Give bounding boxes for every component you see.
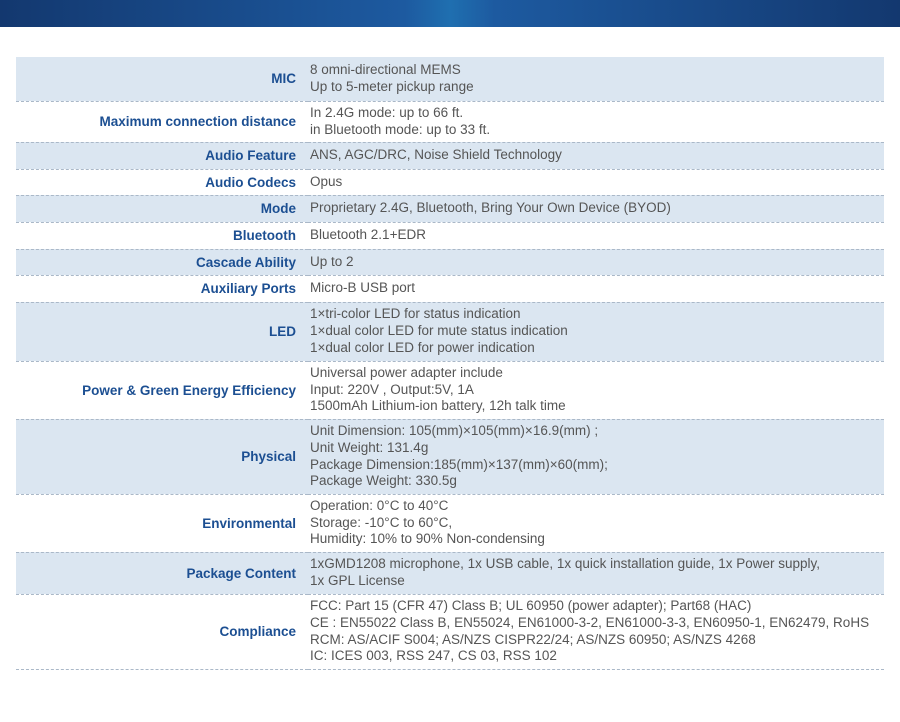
spec-value-line: Storage: -10°C to 60°C,	[310, 514, 453, 530]
spec-label: Power & Green Energy Efficiency	[82, 382, 296, 398]
spec-value-line: 1xGMD1208 microphone, 1x USB cable, 1x quick installation guide, 1x Power supply,	[310, 556, 821, 572]
spec-label: Package Content	[186, 565, 296, 581]
spec-value	[308, 101, 884, 142]
spec-row-environmental	[16, 494, 884, 552]
spec-row-power	[16, 361, 884, 419]
spec-row-audio-codecs	[16, 169, 884, 195]
spec-value-line: 1×dual color LED for mute status indication	[310, 323, 568, 339]
top-banner	[0, 0, 900, 27]
spec-label: MIC	[271, 71, 296, 87]
spec-value-line: IC: ICES 003, RSS 247, CS 03, RSS 102	[310, 648, 557, 664]
spec-value-line: Package Weight: 330.5g	[310, 473, 457, 489]
spec-row-bluetooth	[16, 222, 884, 249]
spec-value	[308, 419, 884, 494]
spec-value-line: Micro-B USB port	[310, 280, 416, 296]
spec-label: Audio Codecs	[205, 174, 296, 190]
spec-label: Bluetooth	[233, 228, 296, 243]
spec-value-line: Humidity: 10% to 90% Non-condensing	[310, 531, 545, 547]
spec-label: LED	[269, 324, 296, 339]
spec-value-line: 1×tri-color LED for status indication	[310, 306, 521, 322]
spec-value	[308, 142, 884, 169]
spec-row-audio-feature	[16, 142, 884, 169]
spec-value-line: Universal power adapter include	[310, 364, 503, 380]
spec-table	[16, 57, 884, 670]
spec-value	[308, 57, 884, 101]
spec-value-line: Proprietary 2.4G, Bluetooth, Bring Your Own Device (BYOD)	[310, 200, 671, 216]
spec-label: Compliance	[219, 624, 296, 639]
spec-value	[308, 195, 884, 222]
spec-value-line: Input: 220V , Output:5V, 1A	[310, 381, 474, 397]
spec-value-line: Unit Dimension: 105(mm)×105(mm)×16.9(mm) ;	[310, 422, 599, 438]
spec-value	[308, 302, 884, 361]
spec-row-physical	[16, 419, 884, 494]
spec-value	[308, 361, 884, 419]
spec-value	[308, 169, 884, 195]
spec-value-line: Unit Weight: 131.4g	[310, 439, 429, 455]
spec-value	[308, 594, 884, 669]
spec-label: Physical	[241, 449, 296, 464]
spec-value-line: 1×dual color LED for power indication	[310, 339, 535, 355]
spec-value-line: Up to 2	[310, 253, 354, 269]
spec-value	[308, 494, 884, 552]
spec-row-led	[16, 302, 884, 361]
spec-value-line: Package Dimension:185(mm)×137(mm)×60(mm);	[310, 456, 608, 472]
spec-value-line: RCM: AS/ACIF S004; AS/NZS CISPR22/24; AS/NZS 60950; AS/NZS 4268	[310, 631, 756, 647]
spec-value-line: In 2.4G mode: up to 66 ft.	[310, 104, 464, 120]
spec-value-line: CE : EN55022 Class B, EN55024, EN61000-3-2, EN61000-3-3, EN60950-1, EN62479, RoHS	[310, 614, 870, 630]
spec-value-line: ANS, AGC/DRC, Noise Shield Technology	[310, 147, 562, 163]
spec-label: Maximum connection distance	[99, 114, 296, 129]
spec-value	[308, 249, 884, 275]
spec-value-line: Up to 5-meter pickup range	[310, 78, 474, 94]
spec-value-line: 1x GPL License	[310, 573, 405, 588]
spec-value-line: Operation: 0°C to 40°C	[310, 497, 449, 513]
spec-label: Auxiliary Ports	[200, 281, 296, 296]
spec-value-line: 1500mAh Lithium-ion battery, 12h talk time	[310, 398, 566, 414]
spec-row-cascade-ability	[16, 249, 884, 275]
spec-label: Mode	[260, 201, 296, 216]
spec-label: Cascade Ability	[195, 254, 296, 270]
spec-row-mic	[16, 57, 884, 101]
spec-value-line: Opus	[310, 173, 343, 189]
spec-label: Audio Feature	[205, 148, 296, 163]
spec-value-line: FCC: Part 15 (CFR 47) Class B; UL 60950 (power adapter); Part68 (HAC)	[310, 597, 752, 613]
spec-value-line: 8 omni-directional MEMS	[310, 61, 461, 77]
spec-value-line: in Bluetooth mode: up to 33 ft.	[310, 121, 491, 137]
spec-row-auxiliary-ports	[16, 275, 884, 302]
spec-label: Environmental	[202, 515, 296, 531]
spec-value	[308, 222, 884, 249]
spec-row-max-connection-distance	[16, 101, 884, 142]
spec-row-mode	[16, 195, 884, 222]
spec-row-compliance	[16, 594, 884, 669]
spec-row-package-content	[16, 552, 884, 594]
spec-value	[308, 552, 884, 594]
spec-value-line: Bluetooth 2.1+EDR	[310, 227, 426, 243]
spec-value	[308, 275, 884, 302]
